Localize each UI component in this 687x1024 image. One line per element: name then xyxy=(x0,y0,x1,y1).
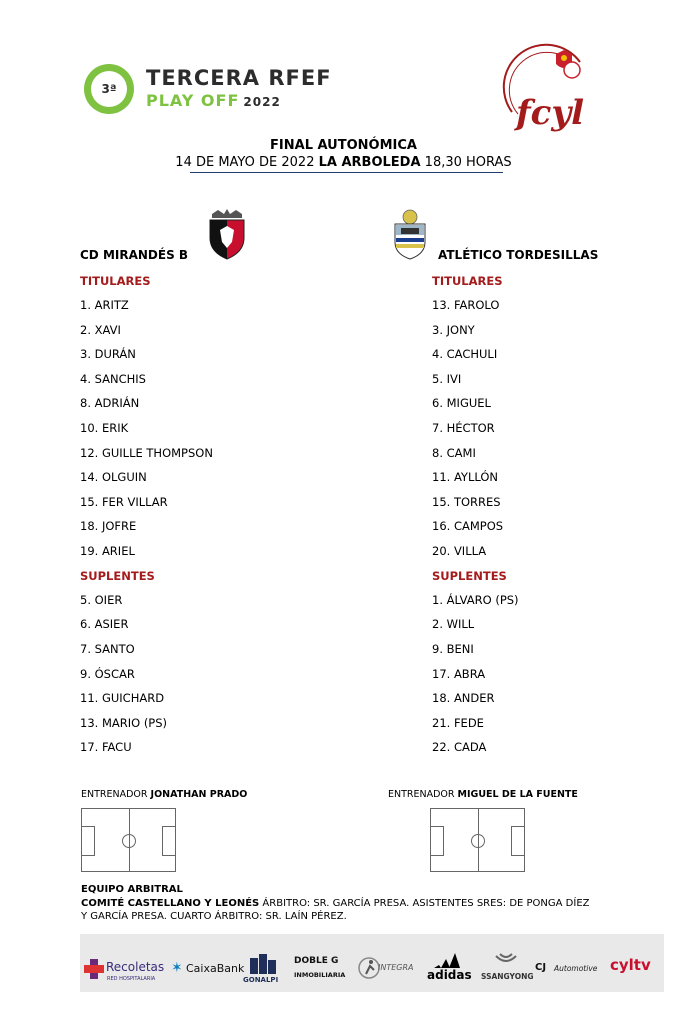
automotive-logo: Automotive xyxy=(554,964,598,973)
home-subs-heading: SUPLENTES xyxy=(80,569,155,583)
cyltv-logo: cyltv xyxy=(610,956,651,974)
away-starter: 5. IVI xyxy=(432,372,462,386)
away-starter: 13. FAROLO xyxy=(432,298,500,312)
gonalpi-logo: GONALPI xyxy=(243,976,279,984)
logo-title: TERCERA RFEF xyxy=(146,66,332,90)
home-starter: 2. XAVI xyxy=(80,323,121,337)
caixabank-star-icon: ✶ xyxy=(171,960,183,976)
away-subs-heading: SUPLENTES xyxy=(432,569,507,583)
home-sub: 7. SANTO xyxy=(80,642,135,656)
away-starter: 6. MIGUEL xyxy=(432,396,491,410)
home-starters-heading: TITULARES xyxy=(80,274,151,288)
ssangyong-wings-icon xyxy=(494,952,518,972)
home-starter: 10. ERIK xyxy=(80,421,129,435)
away-sub: 9. BENI xyxy=(432,642,474,656)
home-starter: 15. FER VILLAR xyxy=(80,495,168,509)
recoletas-sub: RED HOSPITALARIA xyxy=(107,976,156,982)
referee-line-1: COMITÉ CASTELLANO Y LEONÉS ÁRBITRO: SR. GARCÍA PRESA. ASISTENTES SRES: DE PONGA DÍEZ xyxy=(81,898,590,909)
home-starter: 1. ARITZ xyxy=(80,298,129,312)
gonalpi-building-icon xyxy=(248,954,278,978)
away-team-name: ATLÉTICO TORDESILLAS xyxy=(438,248,599,262)
away-sub: 18. ANDER xyxy=(432,691,495,705)
home-team-name: CD MIRANDÉS B xyxy=(80,248,189,262)
fcyl-federation-logo xyxy=(498,42,594,134)
away-starter: 16. CAMPOS xyxy=(432,519,504,533)
away-coach: ENTRENADOR MIGUEL DE LA FUENTE xyxy=(388,789,578,800)
away-starter: 15. TORRES xyxy=(432,495,501,509)
tordesillas-crest-icon xyxy=(392,208,428,264)
home-coach: ENTRENADOR JONATHAN PRADO xyxy=(81,789,248,800)
cj-automotive-icon: CJ xyxy=(535,962,547,973)
home-starter: 8. ADRIÁN xyxy=(80,396,140,410)
home-starter: 18. JOFRE xyxy=(80,519,137,533)
doble-g-logo: DOBLE G xyxy=(294,956,339,966)
mirandes-crest-icon xyxy=(206,208,248,264)
title-underline xyxy=(190,172,503,173)
integra-runner-icon xyxy=(358,956,380,984)
away-sub: 1. ÁLVARO (PS) xyxy=(432,593,519,607)
away-starter: 20. VILLA xyxy=(432,544,487,558)
ssangyong-logo: SSANGYONG xyxy=(481,972,534,981)
away-starters-heading: TITULARES xyxy=(432,274,503,288)
away-starter: 8. CAMI xyxy=(432,446,476,460)
home-starter: 4. SANCHIS xyxy=(80,372,146,386)
home-sub: 11. GUICHARD xyxy=(80,691,165,705)
match-title: FINAL AUTONÓMICA xyxy=(270,138,417,153)
away-formation-pitch xyxy=(430,808,525,872)
svg-text:fcyl: fcyl xyxy=(516,93,584,133)
away-starter: 11. AYLLÓN xyxy=(432,470,499,484)
away-starter: 7. HÉCTOR xyxy=(432,421,495,435)
home-starter: 14. OLGUIN xyxy=(80,470,147,484)
integra-logo: INTEGRA xyxy=(378,963,414,972)
home-starter: 19. ARIEL xyxy=(80,544,135,558)
rfef-badge-icon: 3ª xyxy=(84,64,134,114)
sponsors-bar xyxy=(80,934,664,992)
doble-g-sub: INMOBILIARIA xyxy=(294,971,346,979)
fcyl-crest-icon xyxy=(498,42,594,134)
home-sub: 9. ÓSCAR xyxy=(80,667,135,681)
referee-line-2: Y GARCÍA PRESA. CUARTO ÁRBITRO: SR. LAÍN PÉREZ. xyxy=(81,911,347,922)
away-sub: 22. CADA xyxy=(432,740,487,754)
home-sub: 6. ASIER xyxy=(80,617,129,631)
recoletas-logo-icon xyxy=(84,959,104,983)
away-sub: 2. WILL xyxy=(432,617,475,631)
match-details: 14 DE MAYO DE 2022 LA ARBOLEDA 18,30 HORAS xyxy=(175,155,512,170)
home-sub: 13. MARIO (PS) xyxy=(80,716,168,730)
away-starter: 4. CACHULI xyxy=(432,347,498,361)
referee-heading: EQUIPO ARBITRAL xyxy=(81,884,183,895)
home-starter: 3. DURÁN xyxy=(80,347,136,361)
logo-subtitle: PLAY OFF 2022 xyxy=(146,91,281,110)
home-sub: 17. FACU xyxy=(80,740,132,754)
caixabank-logo: CaixaBank xyxy=(186,962,245,975)
tercera-rfef-playoff-logo xyxy=(84,64,332,114)
adidas-logo: adidas xyxy=(427,968,472,982)
away-sub: 21. FEDE xyxy=(432,716,484,730)
away-sub: 17. ABRA xyxy=(432,667,486,681)
home-formation-pitch xyxy=(81,808,176,872)
home-sub: 5. OIER xyxy=(80,593,123,607)
home-starter: 12. GUILLE THOMPSON xyxy=(80,446,213,460)
away-starter: 3. JONY xyxy=(432,323,475,337)
recoletas-logo: Recoletas xyxy=(106,960,165,974)
